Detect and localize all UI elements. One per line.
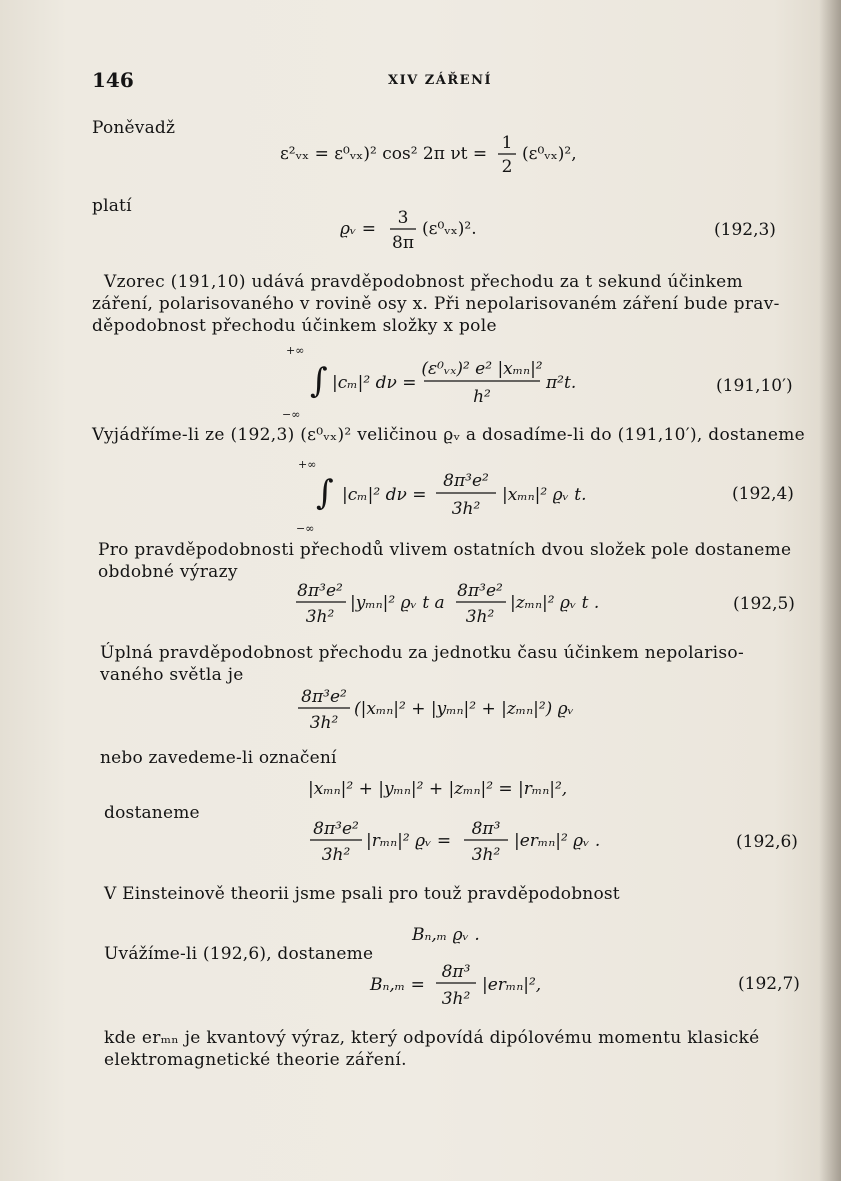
page-edge-shadow (819, 0, 841, 1181)
eq3-rest: π²t. (546, 373, 577, 393)
eq5-rest: |zₘₙ|² ϱᵥ t . (510, 593, 600, 613)
eq1-rest: (ε⁰ᵥₓ)², (522, 144, 577, 164)
para5-line2: elektromagnetické theorie záření. (104, 1050, 407, 1070)
eq2-den: 8π (392, 233, 414, 253)
eq1-lhs: ε²ᵥₓ = ε⁰ᵥₓ)² cos² 2π νt = (280, 144, 488, 164)
para3-line1: Pro pravděpodobnosti přechodů vlivem ostatních dvou složek pole dostaneme (98, 540, 792, 560)
eq1-den: 2 (501, 157, 513, 177)
running-head: XIV ZÁŘENÍ (388, 73, 493, 88)
eq5-num2: 8π³e² (457, 581, 503, 601)
equation-192-7 (370, 962, 570, 1014)
eq2-rest: (ε⁰ᵥₓ)². (422, 219, 477, 239)
eq-number-192-7: (192,7) (738, 974, 800, 994)
eq8-num2: 8π³ (471, 819, 501, 839)
equation-192-3 (340, 210, 540, 260)
equation-192-4 (296, 450, 616, 540)
equation-192-5 (296, 582, 616, 634)
eq2-lhs: ϱᵥ = (340, 219, 376, 239)
eq8-den: 3h² (321, 845, 351, 865)
eq3-upper-limit: +∞ (286, 344, 305, 357)
eq3-lower-limit: −∞ (282, 408, 301, 421)
eq3-num: (ε⁰ᵥₓ)² e² |xₘₙ|² (421, 359, 543, 379)
eq4-integrand: |cₘ|² dν = (342, 485, 427, 505)
eq-number-191-10prime: (191,10′) (716, 376, 793, 396)
eq4-num: 8π³e² (443, 471, 489, 491)
equation-r-definition (308, 774, 598, 804)
eq7-expr: |xₘₙ|² + |yₘₙ|² + |zₘₙ|² = |rₘₙ|², (308, 779, 568, 799)
text-nebo: nebo zavedeme-li označení (100, 748, 337, 768)
eq3-den: h² (473, 387, 491, 407)
eq5-den2: 3h² (465, 607, 495, 627)
eq6-rest: (|xₘₙ|² + |yₘₙ|² + |zₘₙ|²) ϱᵥ (354, 699, 575, 719)
eq9-expr: Bₙ,ₘ ϱᵥ . (412, 925, 480, 945)
eq10-num: 8π³ (441, 962, 471, 982)
eq4-integral-sign: ∫ (316, 473, 334, 513)
eq5-num: 8π³e² (297, 581, 343, 601)
eq-number-192-4: (192,4) (732, 484, 794, 504)
eq6-num: 8π³e² (301, 687, 347, 707)
eq3-integrand: |cₘ|² dν = (332, 373, 417, 393)
text-einstein: V Einsteinově theorii jsme psali pro touž pravděpodobnost (104, 884, 620, 904)
eq6-den: 3h² (309, 713, 339, 733)
eq2-num: 3 (397, 208, 409, 228)
para4-line2: vaného světla je (100, 665, 244, 685)
text-uvazime: Uvážíme-li (192,6), dostaneme (104, 944, 374, 964)
eq10-den: 3h² (441, 989, 471, 1009)
eq4-upper-limit: +∞ (298, 458, 317, 471)
eq10-lhs: Bₙ,ₘ = (370, 975, 425, 995)
eq8-mid: |rₘₙ|² ϱᵥ = (366, 831, 452, 851)
equation-191-10prime (282, 340, 602, 430)
eq-number-192-3: (192,3) (714, 220, 776, 240)
para3-line2: obdobné výrazy (98, 562, 238, 582)
equation-192-6 (310, 820, 620, 872)
para4-line1: Úplná pravděpodobnost přechodu za jednotku času účinkem nepolariso- (100, 643, 745, 663)
word-ponevadz: Poněvadž (92, 118, 176, 138)
word-plati: platí (92, 196, 132, 216)
eq1-num: 1 (501, 133, 513, 153)
para1-line1: Vzorec (191,10) udává pravděpodobnost přechodu za t sekund účinkem (104, 272, 743, 292)
equation-1 (280, 135, 610, 185)
eq-number-192-6: (192,6) (736, 832, 798, 852)
eq5-den: 3h² (305, 607, 335, 627)
para1-line2: záření, polarisovaného v rovině osy x. Při nepolarisovaném záření bude prav- (92, 294, 780, 314)
eq3-integral-sign: ∫ (310, 361, 328, 401)
equation-B-rho (412, 920, 532, 950)
eq8-rest: |erₘₙ|² ϱᵥ . (514, 831, 601, 851)
eq4-rest: |xₘₙ|² ϱᵥ t. (502, 485, 587, 505)
eq10-rest: |erₘₙ|², (482, 975, 542, 995)
eq-number-192-5: (192,5) (733, 594, 795, 614)
eq8-num: 8π³e² (313, 819, 359, 839)
page-number: 146 (92, 68, 134, 92)
eq4-lower-limit: −∞ (296, 522, 315, 535)
para1-line3: děpodobnost přechodu účinkem složky x pole (92, 316, 497, 336)
equation-total-probability (298, 688, 598, 740)
para5-line1: kde erₘₙ je kvantový výraz, který odpovídá dipólovému momentu klasické (104, 1028, 760, 1048)
para2-line1: Vyjádříme-li ze (192,3) (ε⁰ᵥₓ)² veličinou ϱᵥ a dosadíme-li do (191,10′), dostaneme (92, 425, 805, 445)
eq4-den: 3h² (451, 499, 481, 519)
eq8-den2: 3h² (471, 845, 501, 865)
text-dostaneme: dostaneme (104, 803, 200, 823)
eq5-mid: |yₘₙ|² ϱᵥ t a (350, 593, 445, 613)
